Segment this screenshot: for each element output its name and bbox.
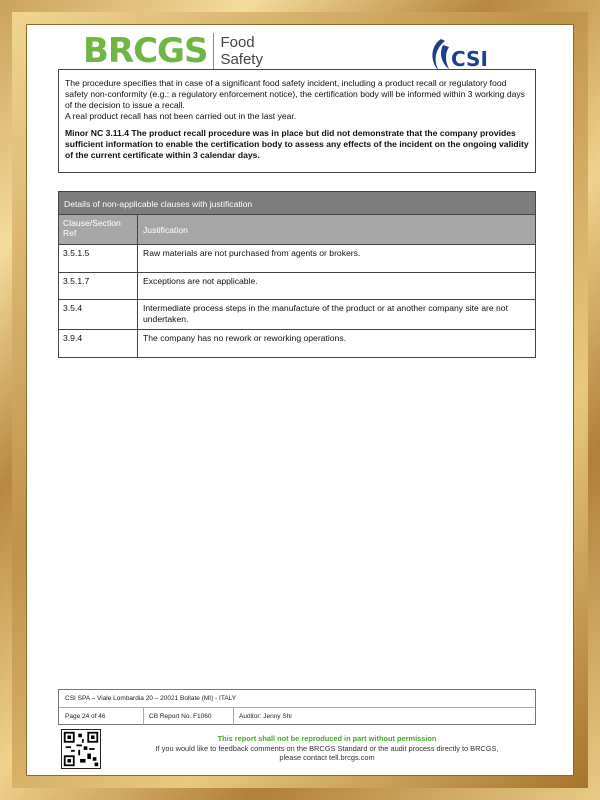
table-row: [58, 300, 536, 330]
table-column-headers: [58, 215, 536, 245]
footer-page-number: Page 24 of 46: [59, 708, 144, 725]
recall-paragraph-2: A real product recall has not been carried out in the last year.: [65, 111, 297, 121]
footer-address: CSI SPA – Viale Lombardia 20 – 20021 Bollate (MI) - ITALY: [59, 690, 535, 708]
row-justification: Raw materials are not purchased from agents or brokers.: [143, 248, 361, 258]
recall-paragraph-1: The procedure specifies that in case of a significant food safety incident, including a product recall or regulatory food safety non-conformity (e.g.: a regulatory enforcement notice), the certification body will be informed within 3 working days of the decision to issue a recall.: [65, 78, 525, 110]
table-row: [58, 273, 536, 300]
reproduction-warning: This report shall not be reproduced in part without permission: [217, 734, 437, 743]
document-page: [26, 24, 574, 776]
footer-report-number: CB Report No. F1060: [144, 708, 234, 725]
table-row: [58, 245, 536, 273]
table-title: Details of non-applicable clauses with justification: [58, 191, 536, 215]
row-ref: 3.5.4: [59, 300, 138, 329]
row-ref: 3.9.4: [59, 330, 138, 357]
qr-code-icon: [61, 729, 101, 769]
row-ref: 3.5.1.7: [59, 273, 138, 299]
column-header-ref: Clause/Section Ref: [59, 215, 138, 244]
recall-procedure-box: [58, 69, 536, 173]
brcgs-logo-text: BRCGS: [83, 31, 208, 71]
brcgs-sub-line1: Food: [220, 34, 255, 51]
brcgs-logo-subtitle: [220, 34, 263, 68]
non-applicable-clauses-table: [58, 191, 536, 358]
brcgs-logo: [83, 31, 263, 71]
brcgs-sub-line2: Safety: [220, 51, 263, 68]
report-footer: [58, 689, 536, 725]
table-row: [58, 330, 536, 358]
footer-auditor: Auditor: Jenny Shi: [239, 713, 292, 720]
logo-divider: [213, 33, 214, 69]
row-justification: The company has no rework or reworking operations.: [143, 333, 347, 343]
reproduction-notice: [107, 734, 547, 763]
minor-nc-text: Minor NC 3.11.4 The product recall procedure was in place but did not demonstrate that the company provides sufficient information to enable the certification body to assess any effects of the incident on the ongoing validity of the current certificate within 3 calendar days.: [65, 128, 529, 160]
csi-logo-text: CSI: [451, 47, 488, 71]
footer-meta: [59, 708, 535, 725]
row-justification: Exceptions are not applicable.: [143, 276, 258, 286]
feedback-line-1: If you would like to feedback comments on the BRCGS Standard or the audit process directly to BRCGS,: [155, 743, 499, 753]
row-ref: 3.5.1.5: [59, 245, 138, 272]
row-justification: Intermediate process steps in the manufacture of the product or at another company site are not undertaken.: [143, 303, 508, 324]
column-header-justification: Justification: [143, 225, 188, 235]
feedback-line-2: please contact tell.brcgs.com: [279, 753, 375, 762]
